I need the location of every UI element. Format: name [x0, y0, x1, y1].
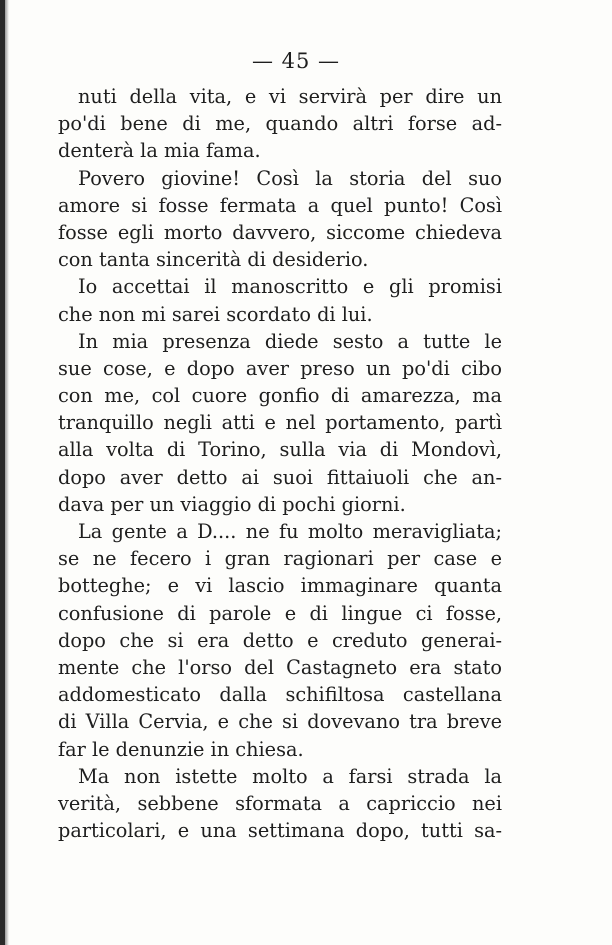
text-line: botteghe; e vi lascio immaginare quanta — [58, 574, 502, 598]
text-line: Ma non istette molto a farsi strada la — [78, 764, 502, 788]
text-line: se ne fecero i gran ragionari per case e — [58, 547, 502, 571]
text-line: alla volta di Torino, sulla via di Mondovì, — [58, 438, 502, 462]
body-text — [58, 83, 502, 844]
text-line: far le denunzie in chiesa. — [58, 737, 304, 761]
text-line: mente che l'orso del Castagneto era stato — [58, 655, 502, 679]
text-line: amore si fosse fermata a quel punto! Così — [58, 193, 502, 217]
text-line: verità, sebbene sformata a capriccio nei — [58, 791, 502, 815]
text-line: denterà la mia fama. — [58, 139, 261, 163]
text-line: Io accettai il manoscritto e gli promisi — [78, 275, 502, 299]
text-line: sue cose, e dopo aver preso un po'di cibo — [58, 356, 502, 380]
text-line: dopo che si era detto e creduto generai- — [58, 628, 502, 652]
text-line: di Villa Cervia, e che si dovevano tra breve — [58, 710, 502, 734]
text-line: tranquillo negli atti e nel portamento, partì — [58, 411, 502, 435]
text-line: Povero giovine! Così la storia del suo — [78, 166, 502, 190]
text-line: con me, col cuore gonfio di amarezza, ma — [58, 384, 502, 408]
book-spine-shadow — [5, 0, 9, 945]
text-line: dopo aver detto ai suoi fittaiuoli che an- — [58, 465, 502, 489]
text-line: addomesticato dalla schifiltosa castellana — [58, 683, 502, 707]
text-line: fosse egli morto davvero, siccome chiedeva — [58, 220, 502, 244]
text-line: particolari, e una settimana dopo, tutti sa- — [58, 819, 502, 843]
page-number: — 45 — — [251, 49, 341, 73]
text-line: po'di bene di me, quando altri forse ad- — [58, 112, 502, 136]
text-line: nuti della vita, e vi servirà per dire un — [78, 85, 502, 108]
text-line: con tanta sincerità di desiderio. — [58, 248, 369, 272]
text-line: confusione di parole e di lingue ci fosse, — [58, 601, 502, 625]
text-line: che non mi sarei scordato di lui. — [58, 302, 373, 326]
text-line: In mia presenza diede sesto a tutte le — [78, 329, 502, 353]
text-line: La gente a D.... ne fu molto meravigliata; — [78, 520, 502, 543]
text-line: dava per un viaggio di pochi giorni. — [58, 492, 406, 516]
